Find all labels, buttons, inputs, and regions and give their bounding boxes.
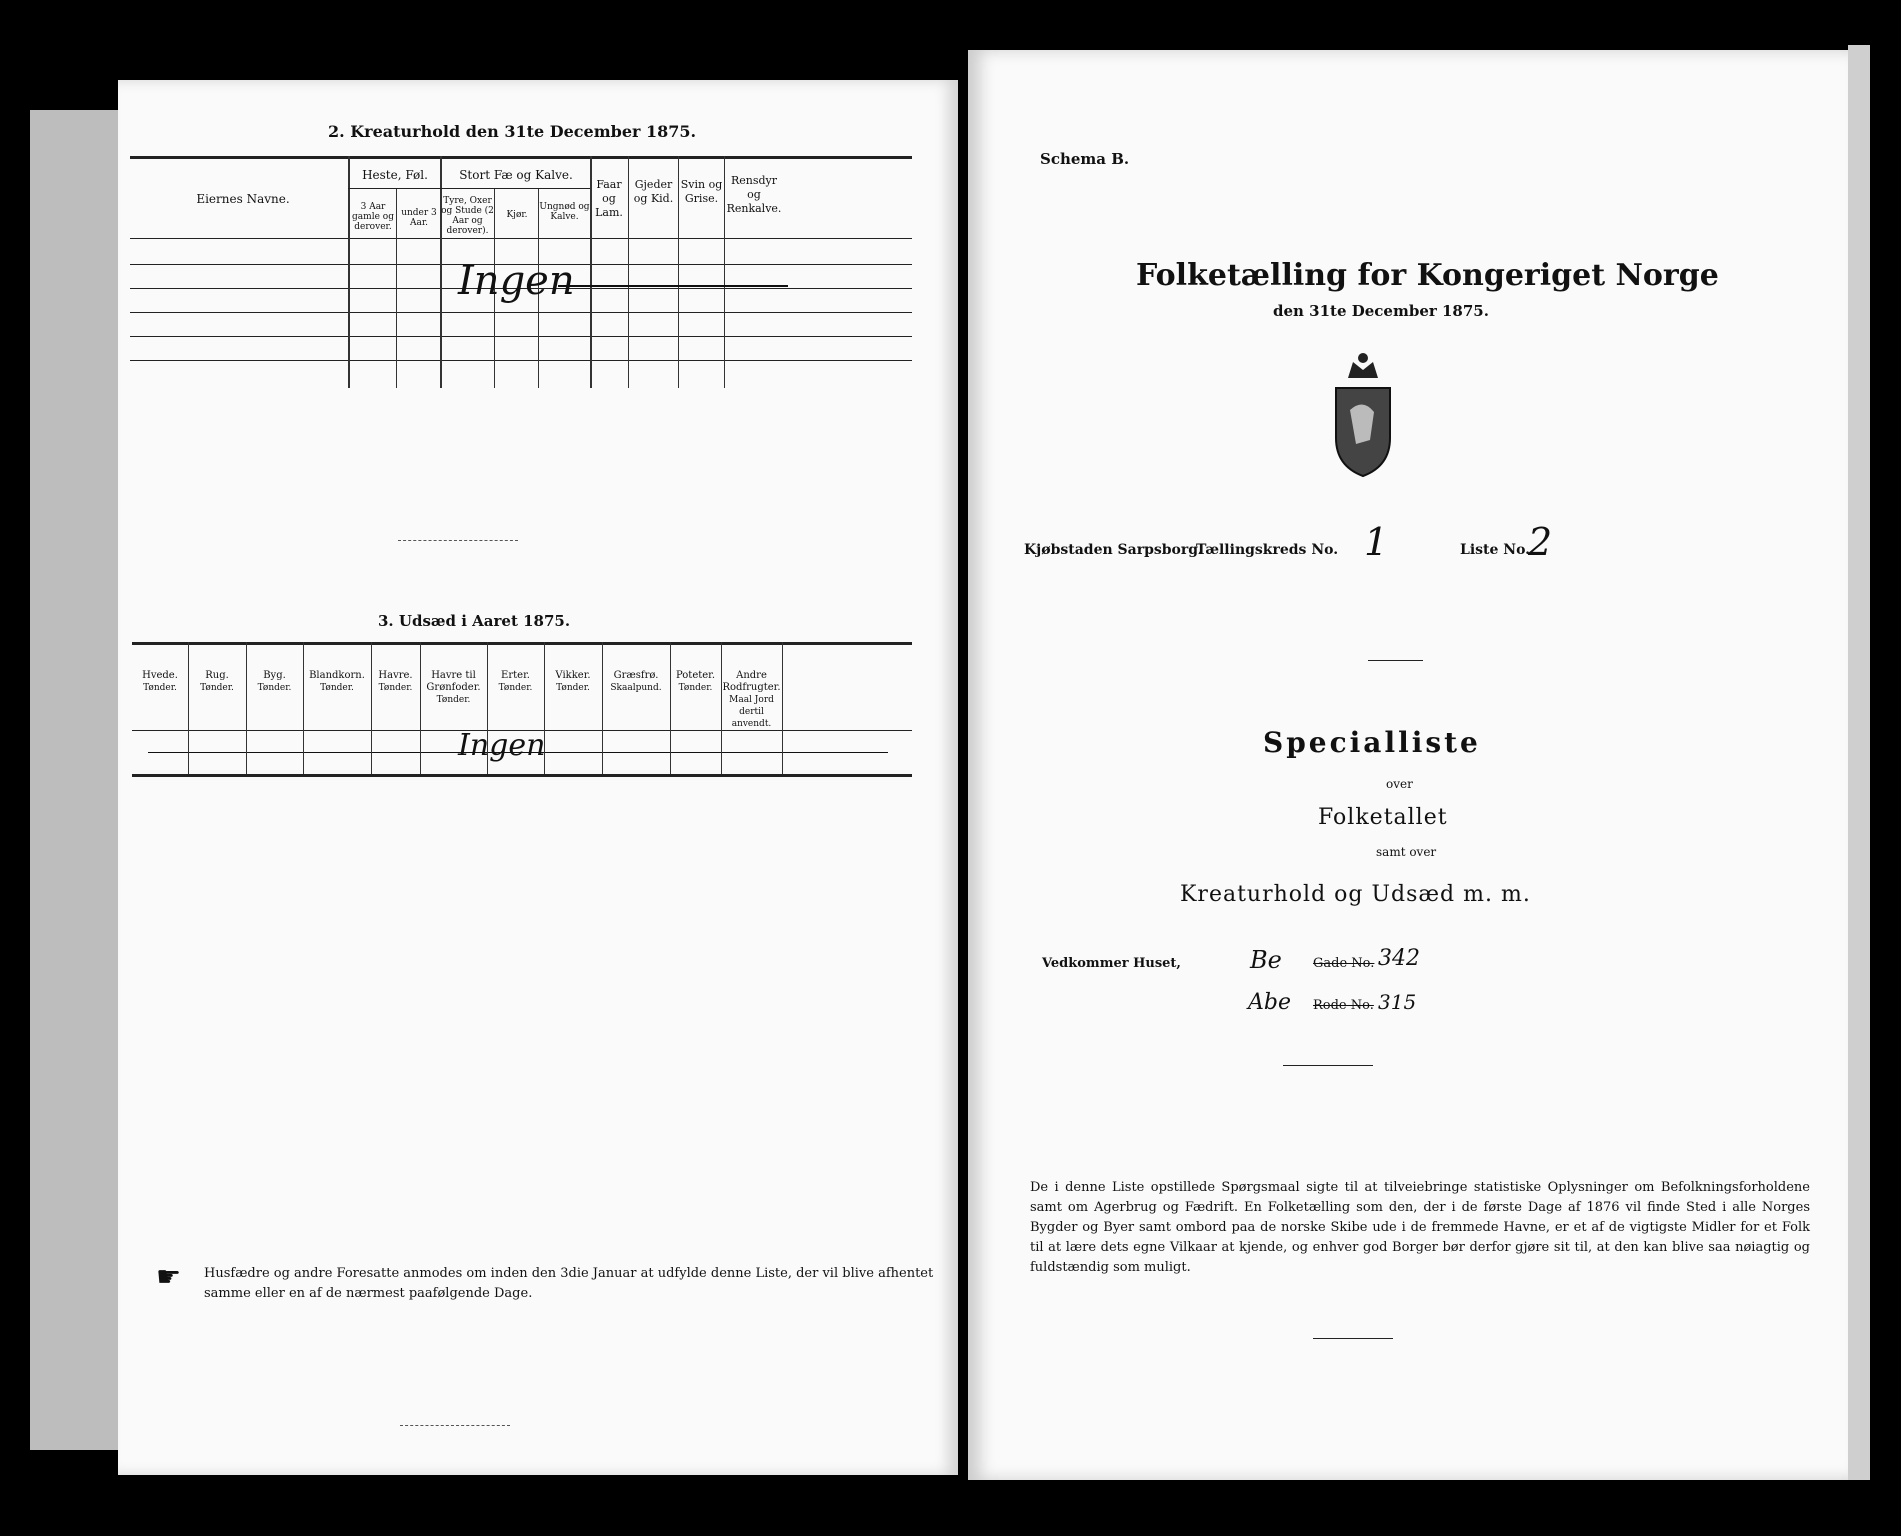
seed-header-unit: Tønder.	[378, 683, 413, 693]
bulls-header: Tyre, Oxer og Stude (2 Aar og derover).	[441, 196, 494, 236]
notice-text: Husfædre og andre Foresatte anmodes om inden den 3die Januar at udfylde denne Liste, der vil blive afhentet samme eller en af de nærmest paafølgende Dage.	[204, 1266, 934, 1301]
livestock-table-top	[130, 156, 912, 159]
seed-col-line	[371, 642, 372, 774]
seed-header-cell	[544, 670, 602, 694]
over-label: over	[1386, 777, 1413, 791]
gade-label: Gade No.	[1313, 956, 1375, 971]
seed-header-cell	[371, 670, 420, 694]
divider-bottom	[1313, 1338, 1393, 1339]
sheep-header: Faar og Lam.	[595, 178, 623, 219]
house-label: Vedkommer Huset,	[1042, 956, 1181, 971]
goats-header: Gjeder og Kid.	[633, 178, 674, 205]
seed-header-name: Vikker.	[555, 670, 591, 681]
owners-header: Eiernes Navne.	[196, 192, 290, 206]
seed-header-cell	[670, 670, 721, 694]
footer-dash	[400, 1425, 510, 1426]
seed-header-name: Græsfrø.	[613, 670, 659, 681]
specialliste-heading: Specialliste	[1263, 726, 1481, 759]
seed-table-bottom	[132, 774, 912, 777]
horses-3plus-header: 3 Aar gamle og derover.	[352, 202, 394, 232]
seed-header-cell	[188, 670, 246, 694]
livestock-col-line	[348, 156, 350, 388]
pigs-header: Svin og Grise.	[680, 178, 723, 205]
pointing-hand-icon: ☛	[156, 1260, 182, 1293]
folketallet-heading: Folketallet	[1318, 805, 1448, 830]
seed-header-name: Andre Rodfrugter.	[722, 670, 781, 693]
cattle-header: Stort Fæ og Kalve.	[459, 168, 573, 182]
left-page	[118, 80, 958, 1475]
livestock-row-line	[130, 312, 912, 313]
rode-hand: Abe	[1248, 990, 1291, 1015]
seed-header-name: Byg.	[263, 670, 286, 681]
seed-col-line	[602, 642, 603, 774]
livestock-dash-stroke	[558, 285, 788, 287]
seed-header-unit: Maal Jord dertil anvendt.	[729, 695, 774, 729]
page-edge-left-stack	[30, 110, 120, 1450]
town-label: Kjøbstaden Sarpsborg.	[1024, 542, 1203, 558]
coat-of-arms-icon	[1328, 348, 1398, 478]
samt-over-label: samt over	[1376, 845, 1437, 859]
seed-header-unit: Tønder.	[320, 683, 354, 693]
seed-header-unit: Tønder.	[498, 683, 533, 693]
seed-header-name: Hvede.	[142, 670, 178, 681]
seed-header-cell	[246, 670, 303, 694]
divider-mid	[1283, 1065, 1373, 1066]
cows-header: Kjør.	[506, 210, 528, 220]
district-label: Tællingskreds No.	[1196, 542, 1339, 558]
seed-header-name: Havre.	[378, 670, 413, 681]
seed-col-line	[246, 642, 247, 774]
seed-title: 3. Udsæd i Aaret 1875.	[378, 612, 571, 630]
seed-header-name: Poteter.	[675, 670, 716, 681]
census-title: Folketælling for Kongeriget Norge	[1136, 258, 1719, 293]
list-value: 2	[1528, 520, 1553, 564]
seed-header-name: Blandkorn.	[309, 670, 365, 681]
seed-col-line	[188, 642, 189, 774]
seed-header-unit: Tønder.	[678, 683, 713, 693]
seed-header-cell	[602, 670, 670, 694]
seed-col-line	[782, 642, 783, 774]
seed-header-unit: Tønder.	[257, 683, 292, 693]
divider-dotted	[398, 540, 518, 541]
page-edge-right-stack	[1848, 45, 1870, 1480]
livestock-row-line	[130, 360, 912, 361]
seed-header-cell	[721, 670, 782, 730]
young-cattle-header: Ungnød og Kalve.	[539, 202, 590, 222]
seed-col-line	[303, 642, 304, 774]
seed-header-unit: Tønder.	[436, 695, 471, 705]
list-label: Liste No.	[1460, 542, 1531, 558]
livestock-row-line	[130, 336, 912, 337]
seed-header-cell	[420, 670, 487, 706]
seed-col-line	[544, 642, 545, 774]
horses-subheader-line	[348, 188, 440, 189]
seed-header-cell	[487, 670, 544, 694]
instruction-paragraph: De i denne Liste opstillede Spørgsmaal sigte til at tilveiebringe statistiske Oplysninger om Befolkningsforholdene samt om Agerbrug og Fædrift. En Folketælling som den, der i de første Dage af 1876 vil finde Sted i alle Norges Bygder og Byer samt ombord paa de norske Skibe ude i de fremmede Havne, er et af de vigtigste Midler for et Folk til at lære dets egne Vilkaar at kjende, og enhver god Borger bør derfor gjøre sit til, at den kan blive saa nøiagtig og fuldstændig som muligt.	[1030, 1180, 1810, 1275]
seed-col-line	[670, 642, 671, 774]
livestock-col-line	[440, 156, 442, 388]
divider-short	[1368, 660, 1423, 661]
horses-under3-header: under 3 Aar.	[401, 208, 437, 228]
livestock-title: 2. Kreaturhold den 31te December 1875.	[328, 122, 697, 141]
seed-header-name: Rug.	[205, 670, 229, 681]
gade-hand: Be	[1250, 946, 1282, 974]
cattle-subheader-line	[440, 188, 590, 189]
seed-handwriting: Ingen	[458, 728, 546, 763]
seed-header-cell	[132, 670, 188, 694]
seed-col-line	[420, 642, 421, 774]
seed-table-top	[132, 642, 912, 645]
schema-label: Schema B.	[1040, 150, 1130, 168]
rode-value: 315	[1378, 990, 1417, 1014]
seed-header-name: Havre til Grønfoder.	[426, 670, 481, 693]
seed-dash-stroke	[148, 752, 888, 753]
livestock-handwriting: Ingen	[458, 258, 575, 304]
right-page	[968, 50, 1848, 1480]
rode-label: Rode No.	[1313, 998, 1374, 1013]
seed-header-cell	[303, 670, 371, 694]
seed-header-unit: Tønder.	[143, 683, 177, 693]
horses-header: Heste, Føl.	[362, 168, 428, 182]
livestock-header-divider	[130, 238, 912, 239]
reindeer-header: Rensdyr og Renkalve.	[726, 174, 782, 215]
seed-header-unit: Tønder.	[200, 683, 234, 693]
census-date: den 31te December 1875.	[1273, 302, 1489, 320]
seed-header-unit: Skaalpund.	[610, 683, 662, 693]
seed-header-unit: Tønder.	[556, 683, 590, 693]
seed-col-line	[487, 642, 488, 774]
gade-value: 342	[1378, 946, 1420, 971]
seed-header-name: Erter.	[501, 670, 530, 681]
district-value: 1	[1364, 520, 1389, 564]
kreaturhold-heading: Kreaturhold og Udsæd m. m.	[1180, 882, 1531, 907]
